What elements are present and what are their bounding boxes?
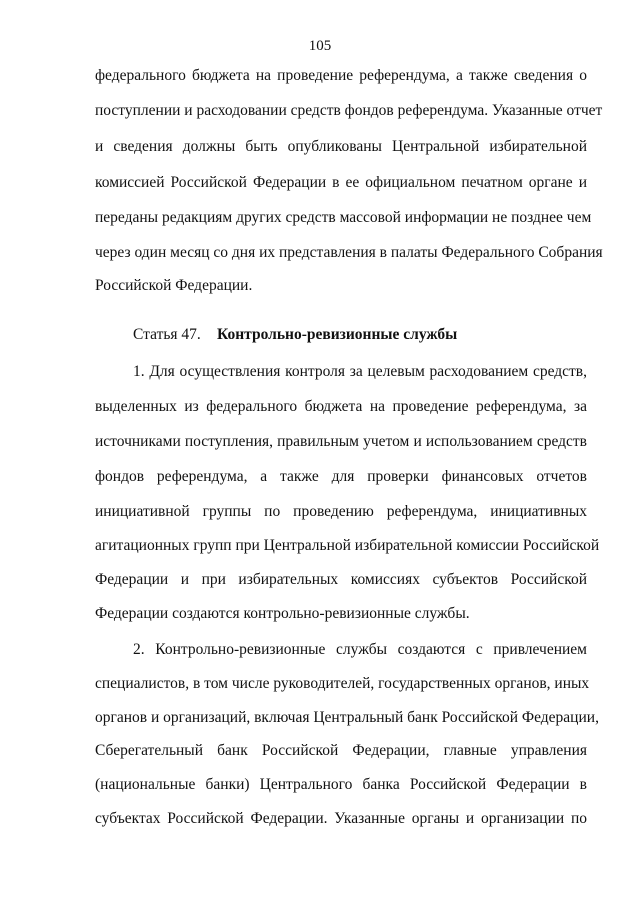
text-line: Федерации создаются контрольно-ревизионные службы. bbox=[95, 605, 470, 622]
text-line: выделенных из федерального бюджета на проведение референдума, за bbox=[95, 398, 587, 415]
text-line: специалистов, в том числе руководителей, государственных органов, иных bbox=[95, 675, 590, 692]
text-line: Федерации и при избирательных комиссиях субъектов Российской bbox=[95, 571, 587, 588]
text-line: поступлении и расходовании средств фондов референдума. Указанные отчет bbox=[95, 102, 603, 119]
text-line: инициативной группы по проведению референдума, инициативных bbox=[95, 503, 587, 520]
article-number: Статья 47. bbox=[133, 326, 201, 343]
page-number: 105 bbox=[308, 38, 332, 54]
article-title: Контрольно-ревизионные службы bbox=[217, 326, 458, 343]
text-line: (национальные банки) Центрального банка Российской Федерации в bbox=[95, 776, 587, 793]
text-line: 1. Для осуществления контроля за целевым расходованием средств, bbox=[133, 363, 587, 380]
text-line: 2. Контрольно-ревизионные службы создаются с привлечением bbox=[133, 641, 587, 658]
text-line: комиссией Российской Федерации в ее официальном печатном органе и bbox=[95, 174, 587, 191]
text-line: агитационных групп при Центральной избирательной комиссии Российской bbox=[95, 537, 600, 554]
text-line: федерального бюджета на проведение референдума, а также сведения о bbox=[95, 67, 587, 84]
text-line: источниками поступления, правильным учетом и использованием средств bbox=[95, 433, 587, 450]
text-line: через один месяц со дня их представления в палаты Федерального Собрания bbox=[95, 244, 603, 261]
text-line: Сберегательный банк Российской Федерации, главные управления bbox=[95, 742, 587, 759]
text-line: переданы редакциям других средств массовой информации не позднее чем bbox=[95, 209, 592, 226]
text-line: субъектах Российской Федерации. Указанные органы и организации по bbox=[95, 810, 587, 827]
text-line: и сведения должны быть опубликованы Центральной избирательной bbox=[95, 138, 587, 155]
text-line: Российской Федерации. bbox=[95, 277, 253, 294]
text-line: органов и организаций, включая Центральный банк Российской Федерации, bbox=[95, 709, 599, 726]
article-heading bbox=[133, 325, 587, 345]
text-line: фондов референдума, а также для проверки финансовых отчетов bbox=[95, 468, 587, 485]
